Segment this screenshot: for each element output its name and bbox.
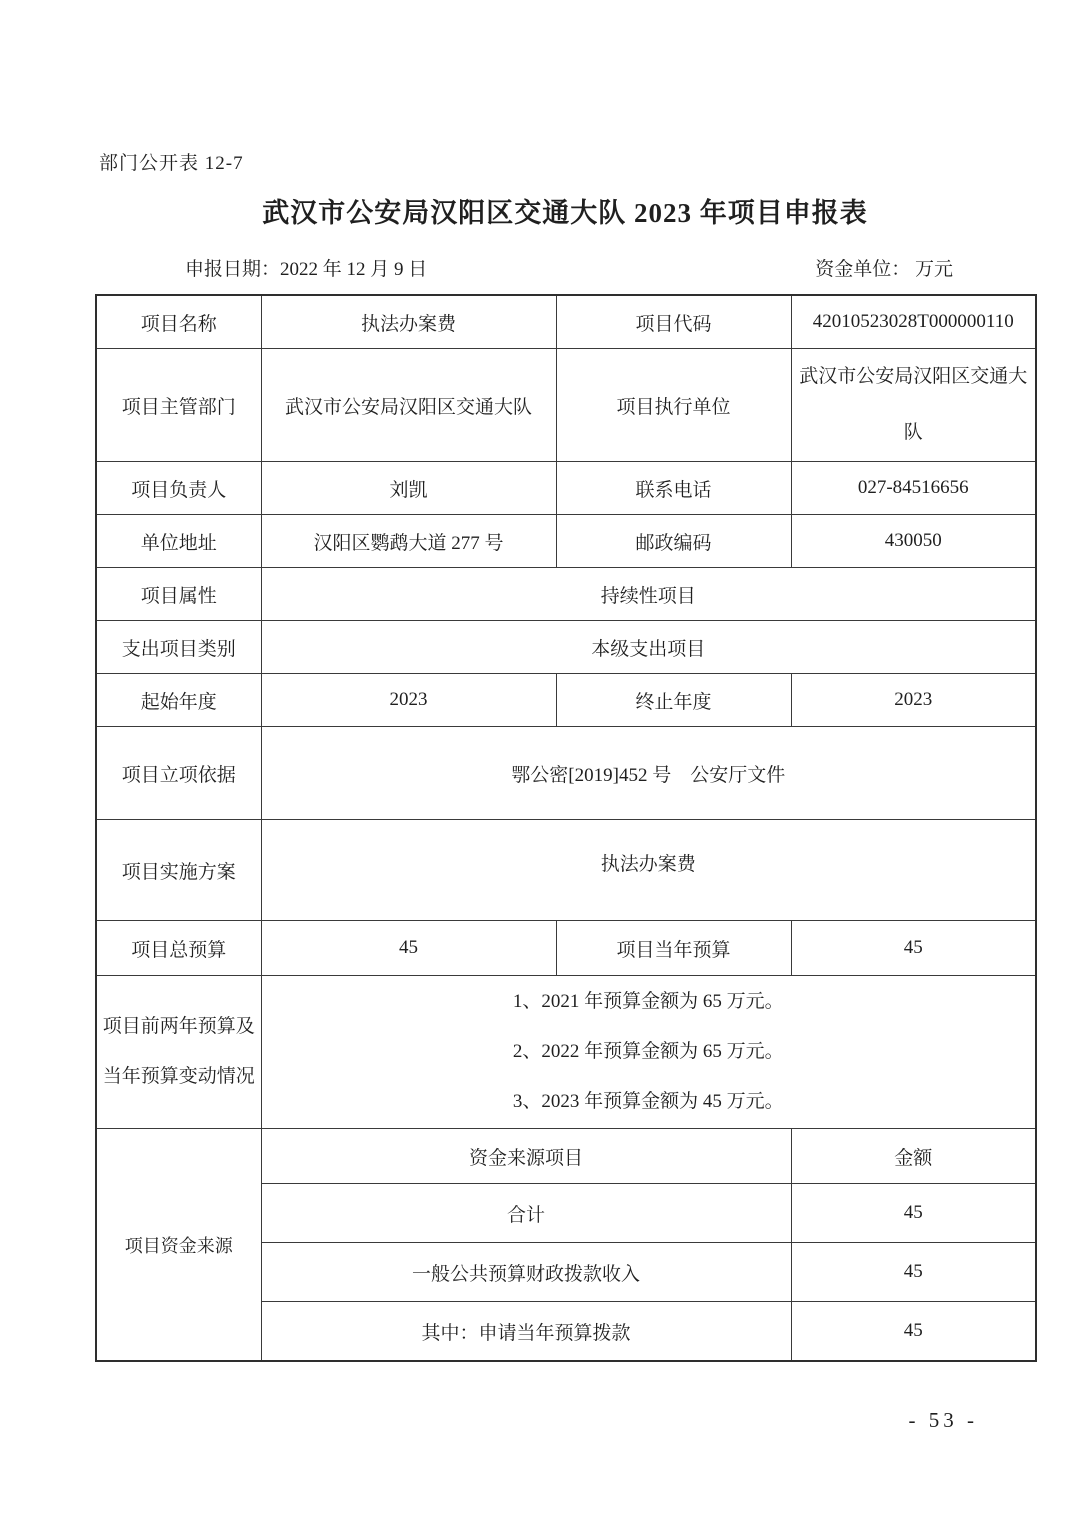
total-budget-label: 项目总预算: [96, 921, 261, 976]
start-year-label: 起始年度: [96, 674, 261, 727]
row-attribute: [96, 568, 1036, 621]
attribute-label: 项目属性: [96, 568, 261, 621]
address-value: 汉阳区鹦鹉大道 277 号: [261, 515, 556, 568]
page-title: 武汉市公安局汉阳区交通大队 2023 年项目申报表: [262, 198, 868, 228]
funding-general-amount: 45: [791, 1243, 1036, 1302]
leader-value: 刘凯: [261, 462, 556, 515]
row-years: [96, 674, 1036, 727]
exec-unit-label: 项目执行单位: [556, 349, 791, 462]
phone-value: 027-84516656: [791, 462, 1036, 515]
postcode-label: 邮政编码: [556, 515, 791, 568]
meta-row: [95, 254, 1035, 281]
funding-amount-header: 金额: [791, 1129, 1036, 1184]
year-budget-value: 45: [791, 921, 1036, 976]
funding-total-amount: 45: [791, 1184, 1036, 1243]
row-funding-header: [96, 1129, 1036, 1184]
page-number: - 53 -: [908, 1408, 978, 1432]
history-value: [261, 976, 1036, 1129]
row-plan: [96, 820, 1036, 921]
history-line-2: 2、2022 年预算金额为 65 万元。: [512, 1041, 784, 1062]
dept-label: 项目主管部门: [96, 349, 261, 462]
funding-current-amount: 45: [791, 1302, 1036, 1362]
category-value: 本级支出项目: [261, 621, 1036, 674]
row-project-name: [96, 295, 1036, 349]
row-budget: [96, 921, 1036, 976]
row-basis: [96, 727, 1036, 820]
history-label: 项目前两年预算及当年预算变动情况: [96, 976, 261, 1129]
attribute-value: 持续性项目: [261, 568, 1036, 621]
year-budget-label: 项目当年预算: [556, 921, 791, 976]
total-budget-value: 45: [261, 921, 556, 976]
plan-value-text: 执法办案费: [600, 853, 696, 875]
basis-label: 项目立项依据: [96, 727, 261, 820]
project-code-value: 42010523028T000000110: [791, 295, 1036, 349]
row-departments: [96, 349, 1036, 462]
row-category: [96, 621, 1036, 674]
application-date: 申报日期：2022 年 12 月 9 日: [185, 259, 428, 280]
basis-value: 鄂公密[2019]452 号 公安厅文件: [261, 727, 1036, 820]
funding-item-header: 资金来源项目: [261, 1129, 791, 1184]
history-line-1: 1、2021 年预算金额为 65 万元。: [512, 991, 784, 1012]
end-year-value: 2023: [791, 674, 1036, 727]
fund-unit: 资金单位： 万元: [815, 259, 953, 280]
project-code-label: 项目代码: [556, 295, 791, 349]
start-year-value: 2023: [261, 674, 556, 727]
exec-unit-value: 武汉市公安局汉阳区交通大队: [791, 349, 1036, 462]
project-name-label: 项目名称: [96, 295, 261, 349]
funding-current-item: 其中：申请当年预算拨款: [261, 1302, 791, 1362]
end-year-label: 终止年度: [556, 674, 791, 727]
funding-label: 项目资金来源: [96, 1129, 261, 1362]
dept-value: 武汉市公安局汉阳区交通大队: [261, 349, 556, 462]
row-budget-history: [96, 976, 1036, 1129]
history-line-3: 3、2023 年预算金额为 45 万元。: [512, 1091, 784, 1112]
document-page: [95, 0, 1035, 1362]
plan-label: 项目实施方案: [96, 820, 261, 921]
plan-value: [261, 820, 1036, 921]
phone-label: 联系电话: [556, 462, 791, 515]
row-leader: [96, 462, 1036, 515]
postcode-value: 430050: [791, 515, 1036, 568]
funding-total-item: 合计: [261, 1184, 791, 1243]
funding-general-item: 一般公共预算财政拨款收入: [261, 1243, 791, 1302]
doc-label: 部门公开表 12-7: [99, 153, 244, 174]
category-label: 支出项目类别: [96, 621, 261, 674]
project-name-value: 执法办案费: [261, 295, 556, 349]
application-form-table: [95, 294, 1037, 1362]
address-label: 单位地址: [96, 515, 261, 568]
row-address: [96, 515, 1036, 568]
leader-label: 项目负责人: [96, 462, 261, 515]
